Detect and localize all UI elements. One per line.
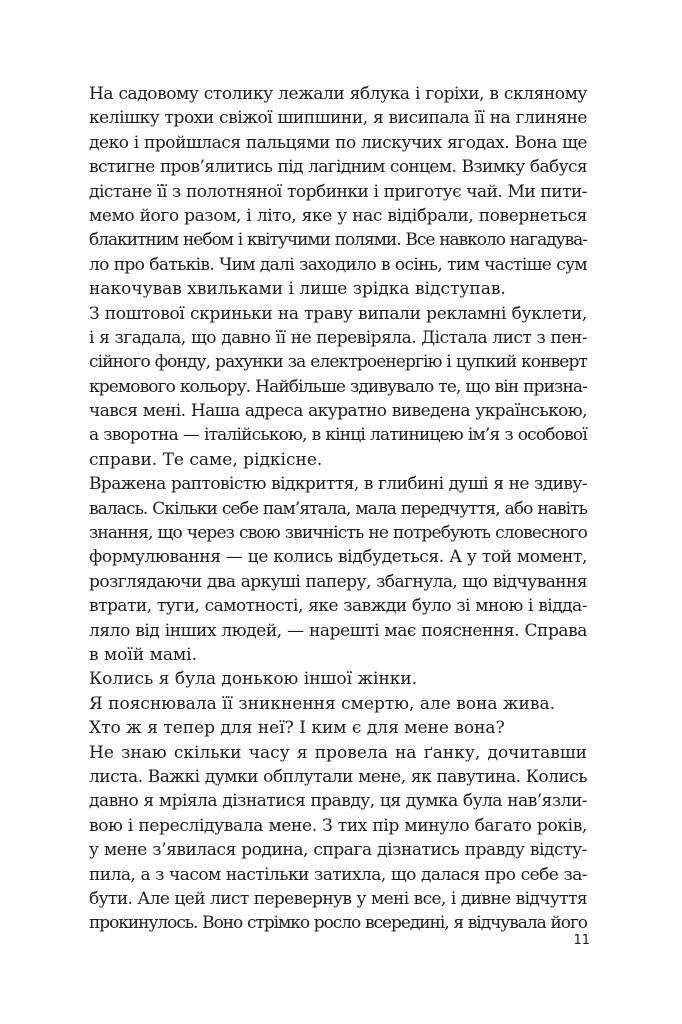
text-line: в моїй мамі. — [89, 644, 198, 665]
text-line: у мене з’явилася родина, спрага дізнатись правду відсту- — [89, 840, 587, 861]
text-line: а зворотна — італійською, в кінці латиницею ім’я з особової — [89, 425, 587, 446]
text-line: келішку трохи свіжої шипшини, я висипала її на глиняне — [89, 108, 587, 129]
text-line: ло про батьків. Чим далі заходило в осінь, тим частіше сум — [89, 254, 587, 275]
text-line: валась. Скільки себе пам’ятала, мала передчуття, або навіть — [89, 498, 587, 519]
text-line: Хто ж я тепер для неї? І ким є для мене вона? — [89, 718, 505, 739]
text-line: кремового кольору. Найбільше здивувало те, що він призна- — [89, 376, 587, 397]
text-line: формулювання — це колись відбудеться. А у той момент, — [89, 547, 587, 568]
text-line: З поштової скриньки на траву випали рекламні буклети, — [89, 303, 587, 324]
text-line: мемо його разом, і літо, яке у нас відібрали, повернеться — [89, 205, 587, 226]
text-line: бути. Але цей лист перевернув у мені все, і дивне відчуття — [89, 888, 587, 909]
text-line: чався мені. Наша адреса акуратно виведена українською, — [89, 401, 587, 422]
text-line: давно я мріяла дізнатися правду, ця думка була нав’язли- — [89, 791, 587, 812]
text-line: встигне пров’ялитись під лагідним сонцем. Взимку бабуся — [89, 157, 587, 178]
text-line: Я пояснювала її зникнення смертю, але вона жива. — [89, 693, 555, 714]
text-line: листа. Важкі думки обплутали мене, як павутина. Колись — [89, 766, 587, 787]
text-line: дістане її з полотняної торбинки і приготує чай. Ми пити- — [89, 181, 587, 202]
text-line: прокинулось. Воно стрімко росло всередині, я відчувала його — [89, 913, 587, 934]
text-line: вою і переслідувала мене. З тих пір минуло багато років, — [89, 815, 587, 836]
text-line: Не знаю скільки часу я провела на ґанку, дочитавши — [89, 742, 587, 763]
text-line: справи. Те саме, рідкісне. — [89, 449, 323, 470]
text-line: знання, що через свою звичність не потребують словесного — [89, 523, 587, 544]
text-line: і я згадала, що давно її не перевіряла. Дістала лист з пен- — [89, 327, 587, 348]
text-line: втрати, туги, самотності, яке завжди було зі мною і відда- — [89, 596, 587, 617]
text-line: ляло від інших людей, — нарешті має пояснення. Справа — [89, 620, 587, 641]
text-line: пила, а з часом настільки затихла, що далася про себе за- — [89, 864, 587, 885]
text-line: Вражена раптовістю відкриття, в глибині душі я не здиву- — [89, 474, 587, 495]
text-line: деко і пройшлася пальцями по лискучих ягодах. Вона ще — [89, 132, 587, 153]
text-line: На садовому столику лежали яблука і горіхи, в скляному — [89, 84, 587, 104]
text-line: сійного фонду, рахунки за електроенергію і цупкий конверт — [89, 352, 587, 373]
text-line: блакитним небом і квітучими полями. Все навколо нагадува- — [89, 230, 587, 251]
text-line: накочував хвильками і лише зрідка відступав. — [89, 279, 506, 300]
text-line: розглядаючи два аркуші паперу, збагнула, що відчування — [89, 571, 587, 592]
body-text — [89, 82, 587, 936]
text-line: Колись я була донькою іншої жінки. — [89, 669, 418, 690]
page-number: 11 — [573, 933, 590, 948]
